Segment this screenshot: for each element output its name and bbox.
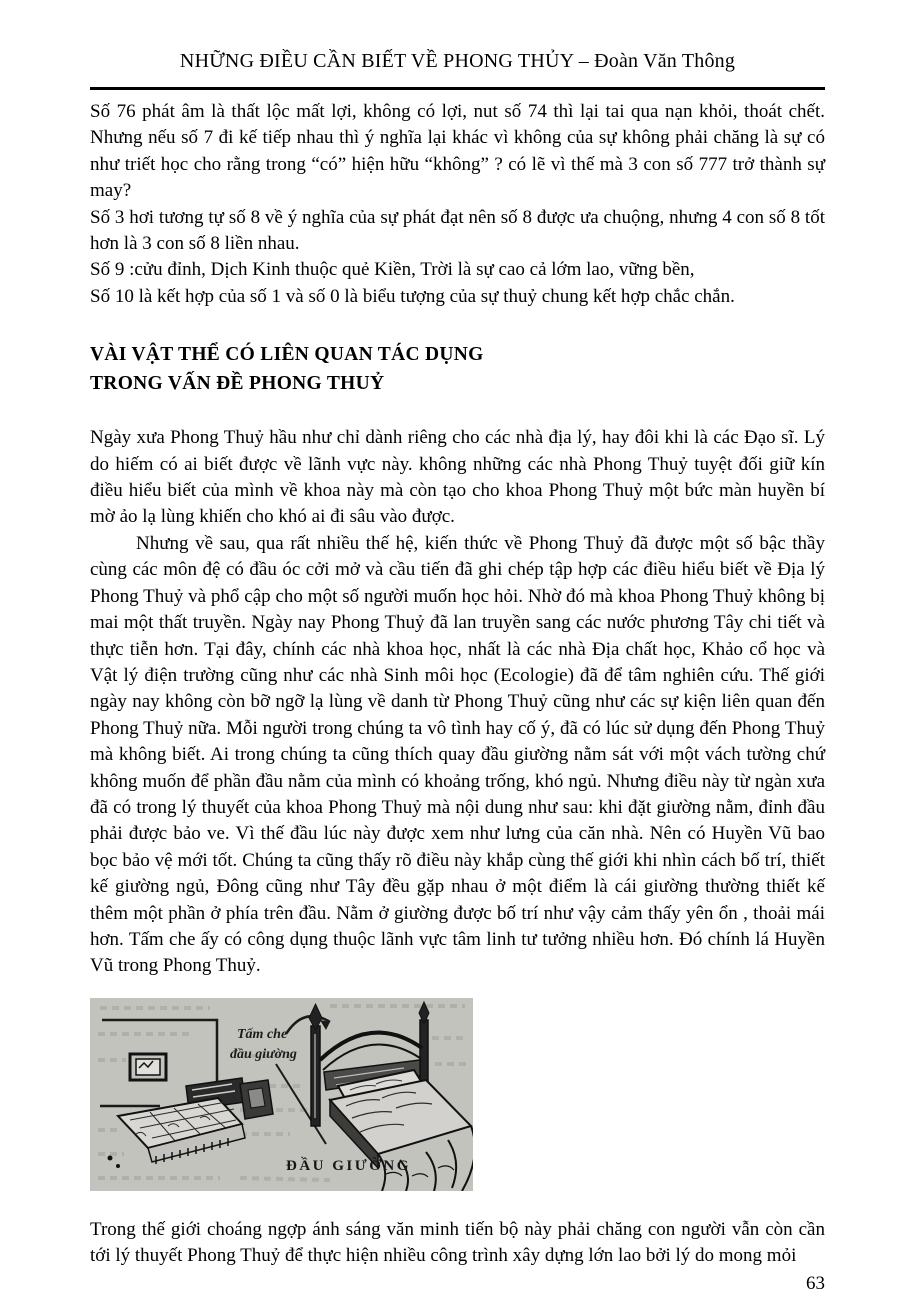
numbers-block [90,99,825,310]
callout-label-line1: Tấm che [237,1026,288,1042]
paragraph-nhung-ve-sau: Nhưng về sau, qua rất nhiều thế hệ, kiến thức về Phong Thuỷ đã được một số bậc thầy cùng các môn đệ có đầu óc cởi mở và cầu tiến đã ghi chép tập hợp các điều hiểu biết về Địa lý Phong Thuỷ và phổ cập cho một số người muốn học hỏi. Nhờ đó mà khoa Phong Thuỷ không bị mai một thất truyền. Ngày nay Phong Thuỷ đã lan truyền sang các nước phương Tây chi tiết và thực tiễn hơn. Tại đây, chính các nhà khoa học, nhất là các nhà Địa chất học, Khảo cổ học và Vật lý điện trường cũng như các nhà Sinh môi học (Ecologie) đã để tâm nghiên cứu. Thế giới ngày nay không còn bỡ ngỡ lạ lùng về danh từ Phong Thuỷ cũng như các sự kiện liên quan đến Phong Thuỷ nữa. Mỗi người trong chúng ta vô tình hay cố ý, đã có lúc sử dụng đến Phong Thuỷ mà không biết. Ai trong chúng ta cũng thích quay đầu giường nằm sát với một vách tường chứ không muốn để phần đầu nằm của mình có khoảng trống, khó ngủ. Nhưng điều này từ ngàn xưa đã có trong lý thuyết của khoa Phong Thuỷ mà nội dung như sau: khi đặt giường nằm, đỉnh đầu phải được bảo ve. Vì thế đầu lúc này được xem như lưng của căn nhà. Nên có Huyền Vũ bao bọc bảo vệ mới tốt. Chúng ta cũng thấy rõ điều này khắp cùng thế giới khi nhìn cách bố trí, thiết kế giường ngủ, Đông cũng như Tây đều gặp nhau ở một điểm là cái giường thường thiết kế thêm một phần ở phía trên đầu. Nằm ở giường được bố trí như vậy cảm thấy yên ổn , thoải mái hơn. Tấm che ấy có công dụng thuộc lãnh vực tâm linh tư tưởng nhiều hơn. Đó chính lá Huyền Vũ trong Phong Thuỷ. [90,532,825,977]
header-rule [90,87,825,90]
paragraph-ngay-xua: Ngày xưa Phong Thuỷ hầu như chỉ dành riêng cho các nhà địa lý, hay đôi khi là các Đạo sĩ. Lý do hiếm có ai biết được về lãnh vực này. không những các nhà Phong Thuỷ tuyệt đối giữ kín điều hiểu biết của mình về khoa này mà còn tạo cho khoa Phong Thuỷ một bức màn huyền bí mờ ảo lạ lùng khiến cho khó ai đi sâu vào được. [90,427,825,528]
bed-illustration-figure [90,998,473,1191]
page-header [90,48,825,90]
section-body [90,425,825,980]
paragraph-so-9: Số 9 :cửu đỉnh, Dịch Kinh thuộc quẻ Kiền, Trời là sự cao cả lớm lao, vững bền, [90,259,695,281]
section-heading-line2: TRONG VẤN ĐỀ PHONG THUỶ [90,373,385,395]
page-number: 63 [806,1272,825,1294]
paragraph-so-10: Số 10 là kết hợp của số 1 và số 0 là biểu tượng của sự thuỷ chung kết hợp chắc chắn. [90,285,735,307]
callout-label-line2: đầu giường [230,1046,297,1062]
closing-block [90,1217,825,1270]
bed-illustration [90,998,473,1191]
figure-caption: ĐẦU GIƯỜNG [286,1157,411,1174]
paragraph-so-76: Số 76 phát âm là thất lộc mất lợi, không có lợi, nut số 74 thì lại tai qua nạn khỏi, thoát chết. Nhưng nếu số 7 đi kế tiếp nhau thì ý nghĩa lại khác vì không của sự không phải chăng là sự có như triết học cho rằng trong “có” hiện hữu “không” ? có lẽ vì thế mà 3 con số 777 trở thành sự may? [90,101,825,202]
running-header-title: NHỮNG ĐIỀU CẦN BIẾT VỀ PHONG THỦY – Đoàn Văn Thông [179,50,736,72]
paragraph-closing: Trong thế giới choáng ngợp ánh sáng văn minh tiến bộ này phải chăng con người vẫn còn cần tới lý thuyết Phong Thuỷ để thực hiện nhiều công trình xây dựng lớn lao bởi lý do mong mỏi [90,1218,825,1267]
paragraph-so-3: Số 3 hơi tương tự số 8 về ý nghĩa của sự phát đạt nên số 8 được ưa chuộng, nhưng 4 con số 8 tốt hơn là 3 con số 8 liền nhau. [90,206,825,255]
section-heading-line1: VÀI VẬT THỂ CÓ LIÊN QUAN TÁC DỤNG [90,344,484,366]
section-heading [90,340,825,398]
